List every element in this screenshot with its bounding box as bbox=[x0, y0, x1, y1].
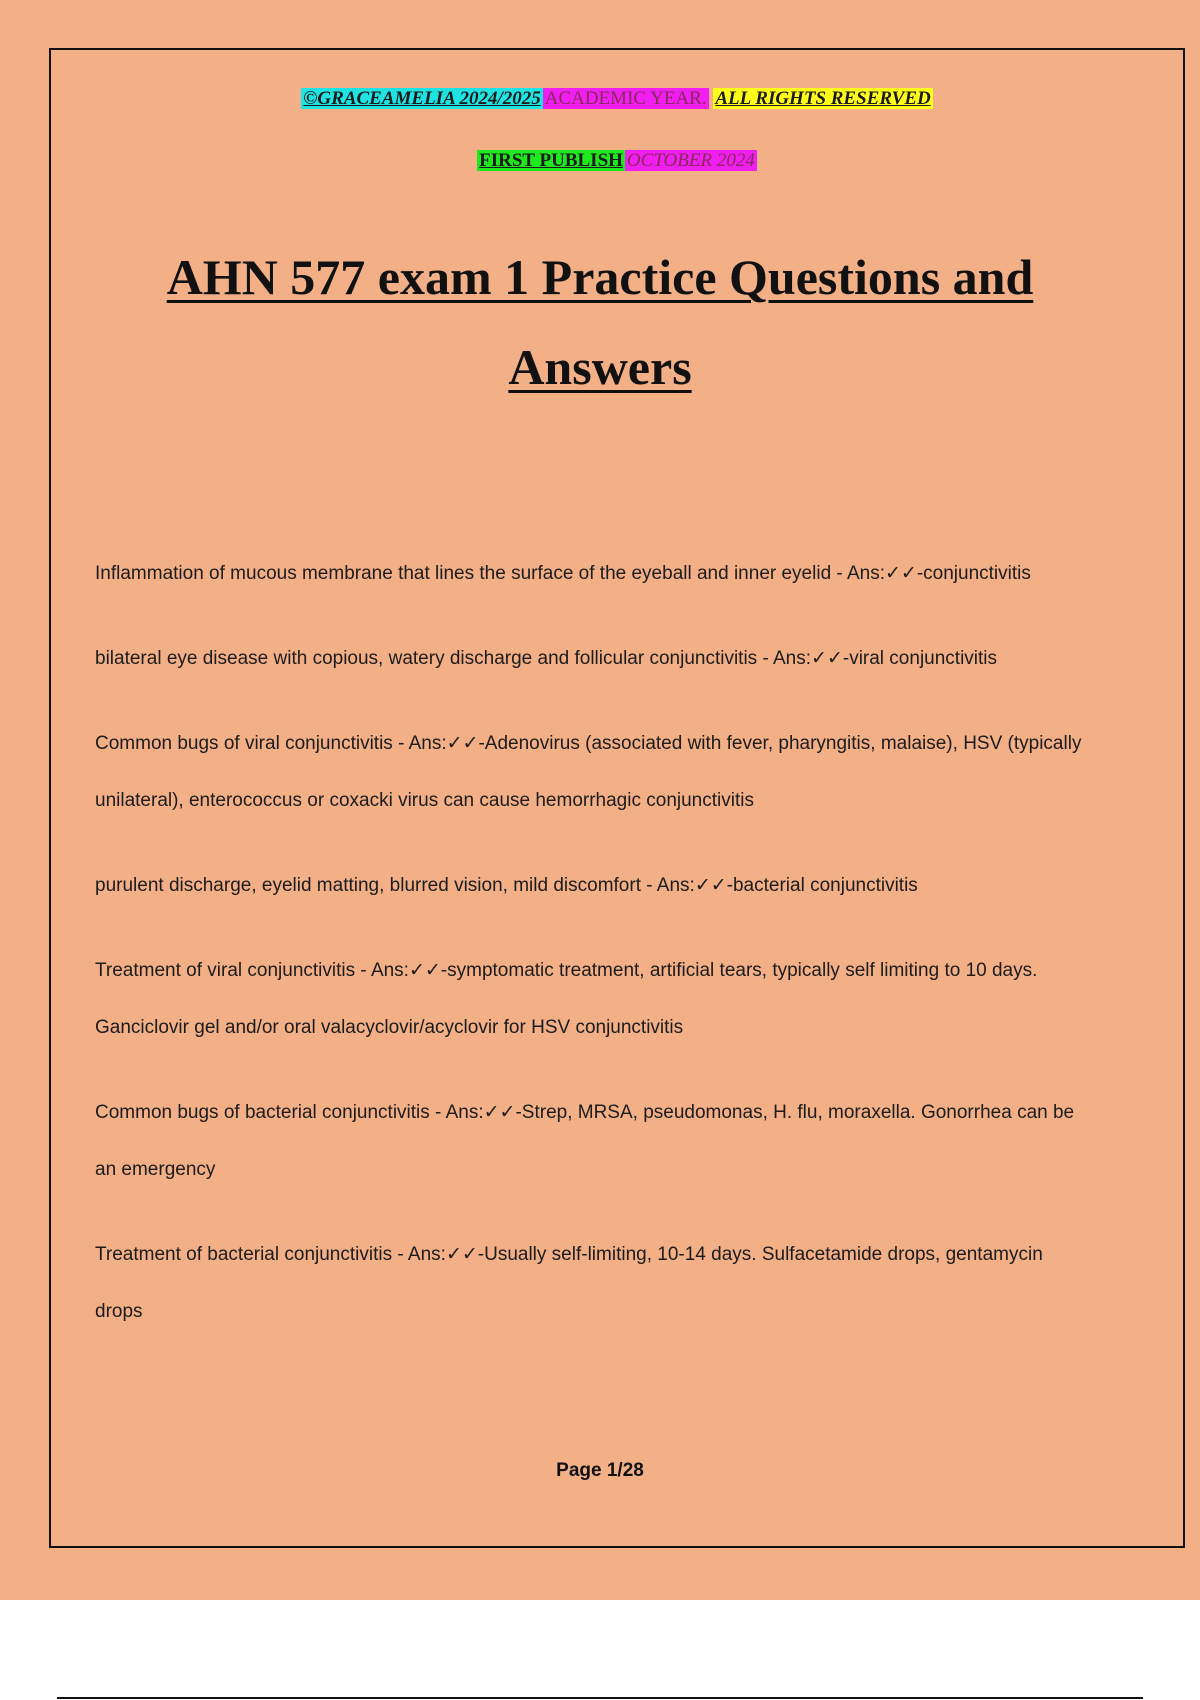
qa-list bbox=[95, 545, 1085, 1368]
publish-line bbox=[51, 149, 1183, 173]
qa-item: Treatment of bacterial conjunctivitis - Ans:✓✓-Usually self-limiting, 10-14 days. Sulfacetamide drops, gentamycin drops bbox=[95, 1244, 1043, 1322]
copyright-line bbox=[51, 87, 1183, 111]
page-number: Page 1/28 bbox=[556, 1460, 644, 1481]
title-line-1: AHN 577 exam 1 Practice Questions and bbox=[166, 249, 1034, 305]
qa-item: Inflammation of mucous membrane that lines the surface of the eyeball and inner eyelid - Ans:✓✓-conjunctivitis bbox=[95, 563, 1031, 584]
publish-date-highlight: OCTOBER 2024 bbox=[626, 150, 755, 171]
rights-highlight: ALL RIGHTS RESERVED bbox=[715, 88, 931, 109]
academic-year-highlight: ACADEMIC YEAR. bbox=[544, 88, 707, 109]
qa-item: Common bugs of bacterial conjunctivitis - Ans:✓✓-Strep, MRSA, pseudomonas, H. flu, moraxella. Gonorrhea can be an emergency bbox=[95, 1102, 1075, 1180]
copyright-highlight: ©GRACEAMELIA 2024/2025 bbox=[303, 88, 541, 109]
qa-item: bilateral eye disease with copious, watery discharge and follicular conjunctivitis - Ans:✓✓-viral conjunctivitis bbox=[95, 648, 998, 669]
title-line-2: Answers bbox=[508, 339, 692, 395]
qa-item: purulent discharge, eyelid matting, blurred vision, mild discomfort - Ans:✓✓-bacterial conjunctivitis bbox=[95, 875, 918, 896]
document-title bbox=[0, 232, 1200, 412]
next-page-top-rule bbox=[57, 1697, 1143, 1699]
qa-item: Common bugs of viral conjunctivitis - Ans:✓✓-Adenovirus (associated with fever, pharyngitis, malaise), HSV (typically unilateral), enterococcus or coxacki virus can cause hemorrhagic conjunctivitis bbox=[95, 733, 1082, 811]
qa-item: Treatment of viral conjunctivitis - Ans:✓✓-symptomatic treatment, artificial tears, typically self limiting to 10 days. Ganciclovir gel and/or oral valacyclovir/acyclovir for HSV conjunctivitis bbox=[95, 960, 1038, 1038]
first-publish-highlight: FIRST PUBLISH bbox=[479, 150, 623, 171]
